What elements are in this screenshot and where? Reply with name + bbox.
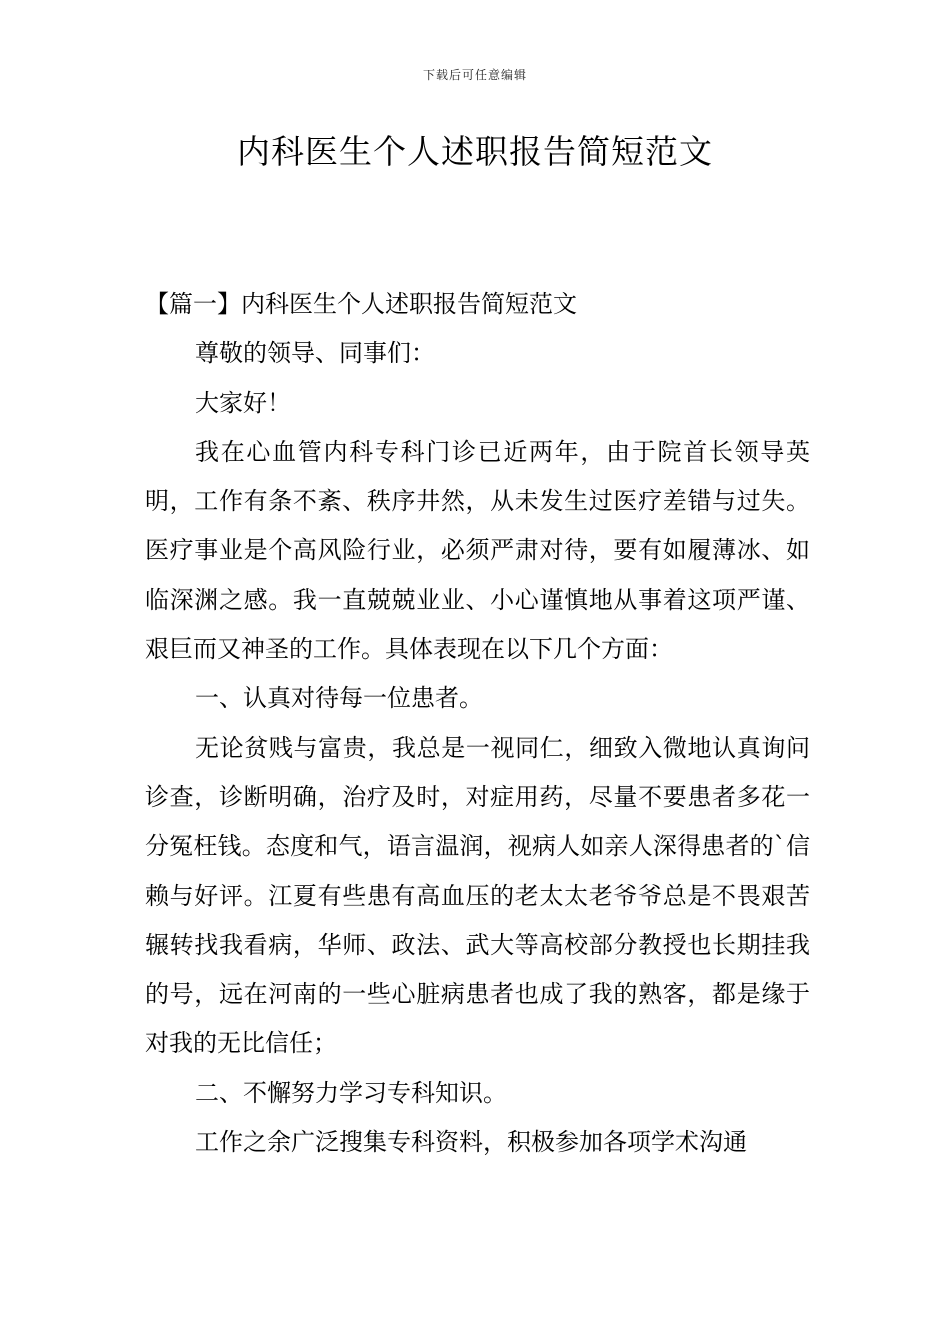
body-paragraph: 我在心血管内科专科门诊已近两年，由于院首长领导英明，工作有条不紊、秩序井然，从未发生过医疗差错与过失。医疗事业是个高风险行业，必须严肃对待，要有如履薄冰、如临深渊之感。我一直兢兢业业、小心谨慎地从事着这项严谨、艰巨而又神圣的工作。具体表现在以下几个方面： [145,437,810,664]
point-heading: 二、不懈努力学习专科知识。 [195,1078,507,1107]
point-heading: 一、认真对待每一位患者。 [195,684,483,713]
salutation: 尊敬的领导、同事们： [195,339,435,368]
document-body [145,280,810,1167]
greeting: 大家好！ [195,388,291,417]
document-title: 内科医生个人述职报告简短范文 [237,132,713,171]
body-paragraph: 工作之余广泛搜集专科资料，积极参加各项学术沟通 [195,1128,747,1157]
section-heading: 【篇一】内科医生个人述职报告简短范文 [145,290,577,318]
body-paragraph: 无论贫贱与富贵，我总是一视同仁，细致入微地认真询问诊查，诊断明确，治疗及时，对症用药，尽量不要患者多花一分冤枉钱。态度和气，语言温润，视病人如亲人深得患者的`信赖与好评。江夏有些患有高血压的老太太老爷爷总是不畏艰苦辗转找我看病，华师、政法、武大等高校部分教授也长期挂我的号，远在河南的一些心脏病患者也成了我的熟客，都是缘于对我的无比信任； [145,733,810,1058]
header-note: 下载后可任意编辑 [422,68,527,82]
